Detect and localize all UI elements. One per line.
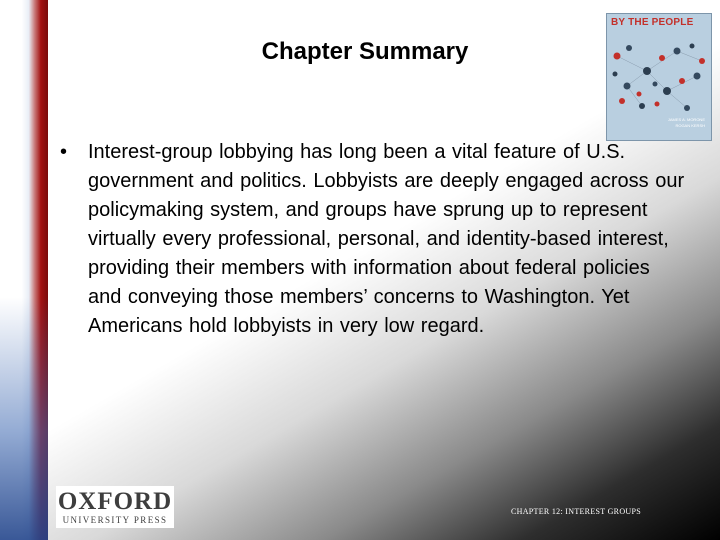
book-cover-illustration	[607, 36, 711, 116]
footer-chapter-label: CHAPTER 12: INTEREST GROUPS	[511, 507, 641, 516]
side-gradient-stripe	[0, 0, 48, 540]
book-cover-image	[606, 13, 712, 141]
logo-sub-text: UNIVERSITY PRESS	[62, 515, 168, 525]
summary-bullet-text: Interest-group lobbying has long been a vital feature of U.S. government and politics. Lobbyists are deeply engaged across our policymaking system, and groups have sprung up to represent virtually every professional, personal, and identity-based interest, providing their members with information about federal policies and conveying those members’ concerns to Washington. Yet Americans hold lobbyists in very low regard.	[88, 141, 685, 337]
oxford-university-press-logo	[56, 486, 174, 528]
summary-bullet	[58, 138, 688, 341]
book-cover-title: BY THE PEOPLE	[611, 17, 694, 28]
slide-title: Chapter Summary	[261, 38, 469, 65]
summary-bullet-list	[58, 138, 688, 341]
bullet-icon: •	[60, 141, 68, 163]
book-cover-authors	[668, 117, 705, 129]
book-author-1: JAMES A. MORONE	[667, 117, 705, 122]
logo-main-text: OXFORD	[57, 488, 173, 515]
book-author-2: ROGAN KERSH	[675, 123, 705, 128]
